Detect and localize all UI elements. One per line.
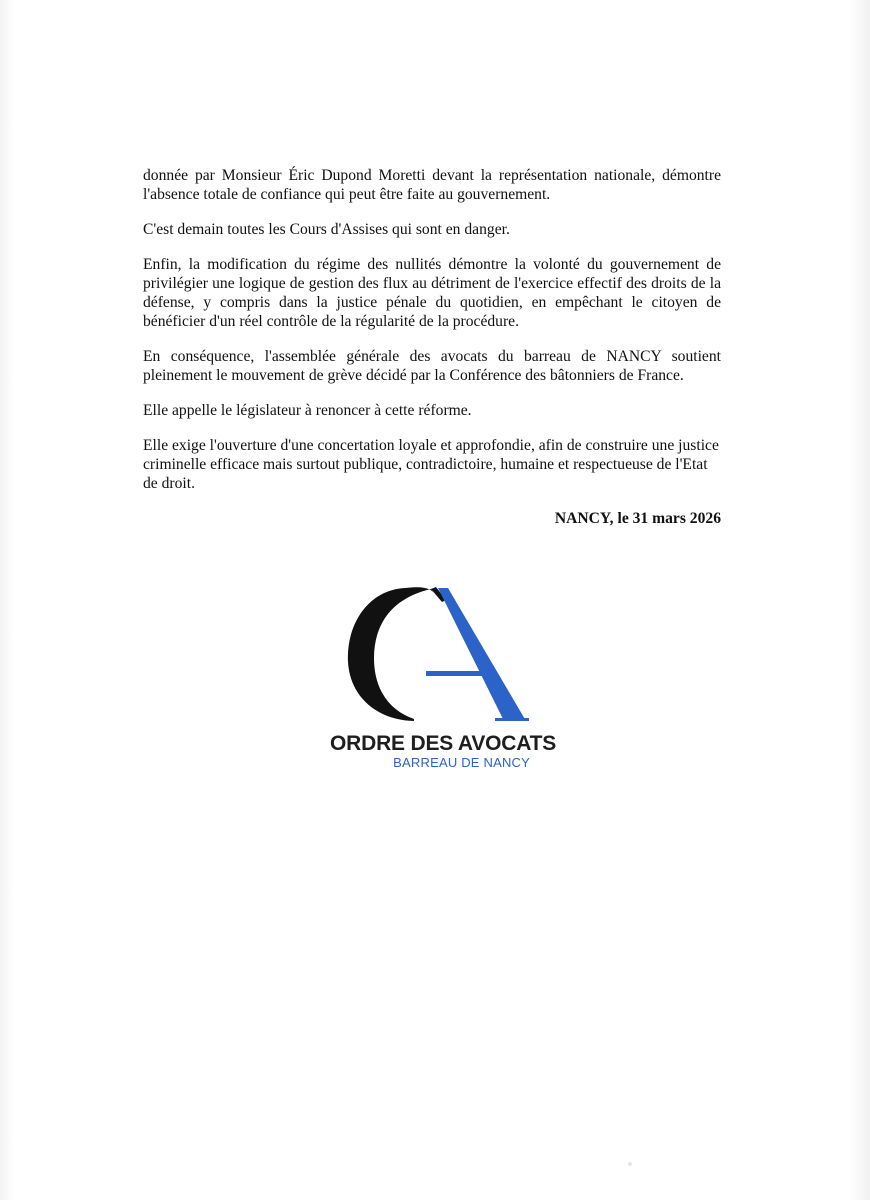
logo-title: ORDRE DES AVOCATS — [330, 732, 557, 755]
oa-monogram-icon — [330, 580, 550, 730]
paragraph-5: Elle appelle le législateur à renoncer à cette réforme. — [143, 402, 472, 419]
paragraph-6: Elle exige l'ouverture d'une concertation loyale et approfondie, afin de construire une justice criminelle efficace mais surtout publique, contradictoire, humaine et respectueuse de l'Etat de droit. — [143, 437, 719, 492]
signature-date: NANCY, le 31 mars 2026 — [554, 510, 721, 527]
logo-subtitle: BARREAU DE NANCY — [393, 755, 530, 770]
paragraph-3: Enfin, la modification du régime des nullités démontre la volonté du gouvernement de privilégier une logique de gestion des flux au détriment de l'exercice effectif des droits de la défense, y compris dans la justice pénale du quotidien, en empêchant le citoyen de bénéficier d'un réel contrôle de la régularité de la procédure. — [143, 256, 721, 330]
bar-association-logo — [330, 580, 557, 780]
paragraph-4: En conséquence, l'assemblée générale des avocats du barreau de NANCY soutient pleinement le mouvement de grève décidé par la Conférence des bâtonniers de France. — [143, 348, 721, 384]
paragraph-1: donnée par Monsieur Éric Dupond Moretti devant la représentation nationale, démontre l'absence totale de confiance qui peut être faite au gouvernement. — [143, 167, 721, 203]
paragraph-2: C'est demain toutes les Cours d'Assises qui sont en danger. — [143, 221, 510, 238]
letter-body — [143, 166, 721, 528]
scan-speck — [628, 1162, 632, 1166]
